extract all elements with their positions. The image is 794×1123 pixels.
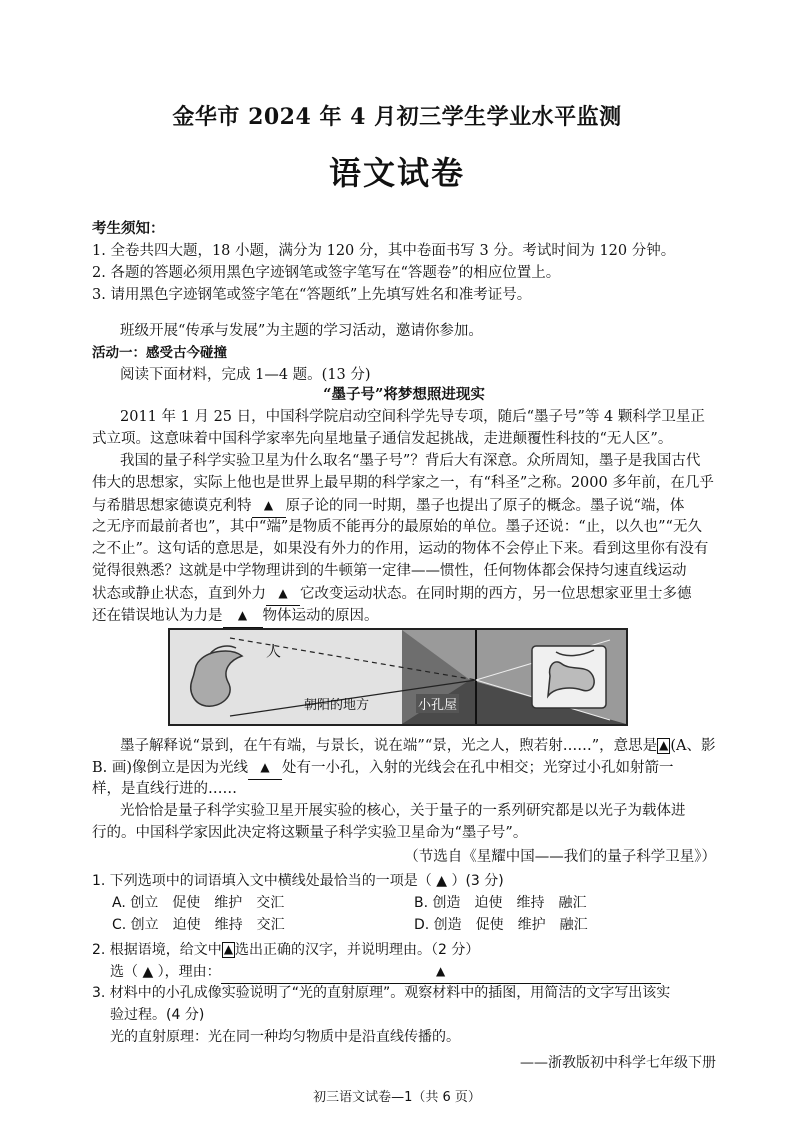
fill-blank xyxy=(223,604,263,628)
article-line: 我国的量子科学实验卫星为什么取名“墨子号”？背后大有深意。众所周知，墨子是我国古代 xyxy=(120,453,701,469)
article-line: 2011 年 1 月 25 日，中国科学院启动空间科学先导专项，随后“墨子号”等 4 颗科学卫星正 xyxy=(120,409,705,425)
triangle-marker-icon: ▲ xyxy=(659,738,669,752)
answer-blank xyxy=(221,960,661,984)
article-line xyxy=(92,494,716,518)
article-line: 行的。中国科学家因此决定将这颗量子科学实验卫星命为“墨子号”。 xyxy=(92,825,528,841)
figure-label-sunny-side: 朝阳的地方 xyxy=(304,698,370,713)
pinhole-diagram xyxy=(170,630,626,724)
article-text: 还在错误地认为力是 xyxy=(92,608,223,624)
notice-item: 2. 各题的答题必须用黑色字迹钢笔或签字笔写在“答题卷”的相应位置上。 xyxy=(92,265,561,281)
question-1-option-b: B. 创造 迫使 维持 融汇 xyxy=(414,895,587,911)
question-2-answer-line xyxy=(110,960,716,984)
article-line: 觉得很熟悉？这就是中学物理讲到的牛顿第一定律——惯性，任何物体都会保持匀速直线运动 xyxy=(92,563,687,579)
question-1-option-c: C. 创立 迫使 维持 交汇 xyxy=(112,917,285,933)
article-line xyxy=(92,582,716,606)
question-1-option-a: A. 创立 促使 维护 交汇 xyxy=(112,895,285,911)
triangle-marker-icon: ▲ xyxy=(263,498,274,512)
article-text: B. 画)像倒立是因为光线 xyxy=(92,760,249,776)
triangle-marker-icon: ▲ xyxy=(260,760,270,774)
article-source: （节选自《星耀中国——我们的量子科学卫星》） xyxy=(404,849,716,865)
article-text: 处有一小孔，入射的光线会在孔中相交；光穿过小孔如射箭一 xyxy=(282,760,674,776)
exam-subject-title: 语文试卷 xyxy=(328,154,465,192)
article-line: 之不止”。这句话的意思是，如果没有外力的作用，运动的物体不会停止下来。看到这里你有没有 xyxy=(92,541,709,557)
fill-blank xyxy=(266,582,300,606)
notice-heading: 考生须知： xyxy=(92,220,165,237)
article-line xyxy=(120,734,716,757)
page-footer: 初三语文试卷—1（共 6 页） xyxy=(313,1090,481,1105)
fill-blank xyxy=(248,756,282,780)
article-line: 光恰恰是量子科学实验卫星开展实验的核心，关于量子的一系列研究都是以光子为载体进 xyxy=(120,803,686,819)
question-3-stem-cont: 验过程。(4 分) xyxy=(110,1007,205,1023)
triangle-marker-icon: ▲ xyxy=(436,964,446,978)
article-text: 状态或静止状态，直到外力 xyxy=(92,586,266,602)
fill-blank xyxy=(252,494,286,518)
figure-label-pinhole-room: 小孔屋 xyxy=(416,694,459,713)
article-text: 它改变运动状态。在同时期的西方，另一位思想家亚里士多德 xyxy=(300,586,692,602)
figure-label-person: 人 xyxy=(266,642,282,660)
notice-item: 1. 全卷共四大题，18 小题，满分为 120 分，其中卷面书写 3 分。考试时间为 120 分钟。 xyxy=(92,243,676,259)
exam-title: 金华市 2024 年 4 月初三学生学业水平监测 xyxy=(172,104,622,130)
question-3-stem: 3. 材料中的小孔成像实验说明了“光的直射原理”。观察材料中的插图，用简洁的文字写出该实 xyxy=(92,985,671,1001)
question-3-note: 光的直射原理：光在同一种均匀物质中是沿直线传播的。 xyxy=(110,1029,460,1045)
question-2-text: 2. 根据语境，给文中 xyxy=(92,942,222,958)
article-line xyxy=(92,604,716,628)
triangle-marker-icon: ▲ xyxy=(237,608,248,622)
article-line: 伟大的思想家，实际上他也是世界上最早期的科学家之一，有“科圣”之称。2000 多年前，在几乎 xyxy=(92,475,714,491)
activity-heading: 活动一：感受古今碰撞 xyxy=(92,345,227,361)
activity-instruction: 阅读下面材料，完成 1—4 题。(13 分) xyxy=(120,367,371,383)
triangle-marker-icon: ▲ xyxy=(278,586,288,600)
article-text: 墨子解释说“景到，在午有端，与景长，说在端”“景，光之人，煦若射……”，意思是 xyxy=(120,738,658,754)
question-1-option-d: D. 创造 促使 维护 融汇 xyxy=(414,917,588,933)
article-line xyxy=(92,756,716,780)
question-2-text: 选出正确的汉字，并说明理由。（2 分） xyxy=(235,942,480,958)
question-2-stem xyxy=(92,938,716,961)
pinhole-illustration xyxy=(168,628,628,726)
question-3-note-source: ——浙教版初中科学七年级下册 xyxy=(520,1055,716,1071)
question-2-answer-label: 选（ ▲ ），理由： xyxy=(110,964,221,980)
question-1-stem: 1. 下列选项中的词语填入文中横线处最恰当的一项是（ ▲ ）(3 分) xyxy=(92,873,504,889)
notice-item: 3. 请用黑色字迹钢笔或签字笔在“答题纸”上先填写姓名和准考证号。 xyxy=(92,287,532,303)
article-text: 原子论的同一时期，墨子也提出了原子的概念。墨子说“端，体 xyxy=(285,498,685,514)
article-line: 式立项。这意味着中国科学家率先向星地量子通信发起挑战，走进颠覆性科技的“无人区”。 xyxy=(92,431,673,447)
intro-text: 班级开展“传承与发展”为主题的学习活动，邀请你参加。 xyxy=(120,323,483,339)
boxed-marker xyxy=(657,738,670,754)
article-text: 物体运动的原因。 xyxy=(262,608,379,624)
triangle-marker-icon: ▲ xyxy=(223,942,234,956)
boxed-marker xyxy=(222,942,235,958)
article-text: 与希腊思想家德谟克利特 xyxy=(92,498,252,514)
article-title: “墨子号”将梦想照进现实 xyxy=(323,386,485,403)
article-text: (A、影 xyxy=(670,738,716,754)
article-line: 样，是直线行进的…… xyxy=(92,781,237,797)
article-line: 之无序而最前者也”，其中“端”是物质不能再分的最原始的单位。墨子还说：“止，以久也”“无久 xyxy=(92,519,702,535)
